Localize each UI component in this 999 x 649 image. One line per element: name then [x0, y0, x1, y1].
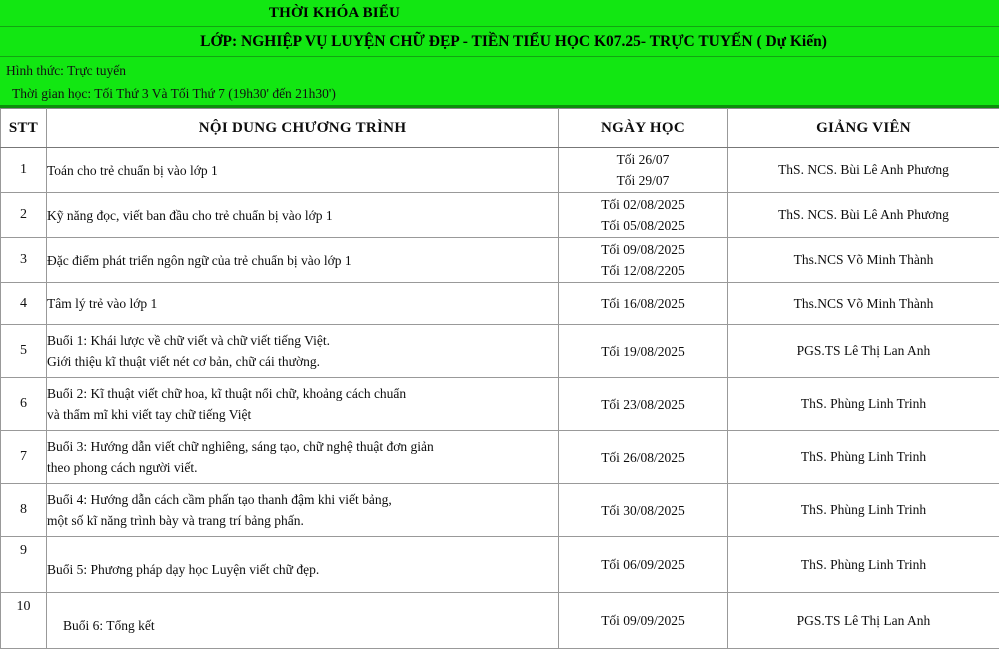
table-row: [1, 484, 999, 537]
content-line: Đặc điểm phát triển ngôn ngữ của trẻ chuẩn bị vào lớp 1: [47, 250, 558, 271]
date-line: Tối 09/09/2025: [559, 610, 727, 631]
table-row: [1, 537, 999, 593]
teacher-cell: ThS. NCS. Bùi Lê Anh Phương: [728, 193, 999, 238]
row-index-cell: 6: [1, 378, 47, 431]
program-content-cell: [47, 484, 559, 537]
date-line: Tối 29/07: [559, 170, 727, 191]
study-date-cell: [559, 238, 728, 283]
date-line: Tối 30/08/2025: [559, 500, 727, 521]
table-row: [1, 148, 999, 193]
study-date-cell: [559, 484, 728, 537]
page-title: THỜI KHÓA BIỂU: [0, 0, 999, 27]
program-content-cell: [47, 378, 559, 431]
row-index-cell: 3: [1, 238, 47, 283]
date-line: Tối 26/07: [559, 149, 727, 170]
table-body: [1, 148, 999, 649]
teacher-cell: ThS. Phùng Linh Trinh: [728, 537, 999, 593]
date-line: Tối 06/09/2025: [559, 554, 727, 575]
table-row: [1, 325, 999, 378]
program-content-cell: [47, 148, 559, 193]
date-line: Tối 26/08/2025: [559, 447, 727, 468]
green-banner: [0, 0, 999, 108]
program-content-cell: [47, 537, 559, 593]
content-line: Buổi 6: Tổng kết: [63, 615, 558, 636]
class-info-block: [0, 57, 999, 107]
program-content-cell: [47, 431, 559, 484]
date-line: Tối 19/08/2025: [559, 341, 727, 362]
date-line: Tối 02/08/2025: [559, 194, 727, 215]
row-index-cell: 10: [1, 593, 47, 649]
table-header-row: [1, 109, 999, 148]
teacher-cell: ThS. Phùng Linh Trinh: [728, 378, 999, 431]
teacher-cell: ThS. Phùng Linh Trinh: [728, 484, 999, 537]
program-content-cell: [47, 325, 559, 378]
study-date-cell: [559, 283, 728, 325]
table-header: [1, 109, 999, 148]
content-line: Toán cho trẻ chuẩn bị vào lớp 1: [47, 160, 558, 181]
content-line: Kỹ năng đọc, viết ban đầu cho trẻ chuẩn bị vào lớp 1: [47, 205, 558, 226]
row-index-cell: 7: [1, 431, 47, 484]
class-format-line: Hình thức: Trực tuyến: [6, 59, 999, 82]
content-line: và thẩm mĩ khi viết tay chữ tiếng Việt: [47, 404, 558, 425]
study-date-cell: [559, 325, 728, 378]
teacher-cell: Ths.NCS Võ Minh Thành: [728, 238, 999, 283]
teacher-cell: PGS.TS Lê Thị Lan Anh: [728, 593, 999, 649]
program-content-cell: [47, 593, 559, 649]
content-line: Buổi 4: Hướng dẫn cách cầm phấn tạo thanh đậm khi viết bảng,: [47, 489, 558, 510]
column-header-content: NỘI DUNG CHƯƠNG TRÌNH: [47, 109, 559, 148]
content-line: Buổi 2: Kĩ thuật viết chữ hoa, kĩ thuật nổi chữ, khoảng cách chuẩn: [47, 383, 558, 404]
table-row: [1, 431, 999, 484]
content-line: Buổi 1: Khái lược về chữ viết và chữ viết tiếng Việt.: [47, 330, 558, 351]
teacher-cell: PGS.TS Lê Thị Lan Anh: [728, 325, 999, 378]
content-line: theo phong cách người viết.: [47, 457, 558, 478]
content-line: Buổi 3: Hướng dẫn viết chữ nghiêng, sáng tạo, chữ nghệ thuật đơn giản: [47, 436, 558, 457]
teacher-cell: Ths.NCS Võ Minh Thành: [728, 283, 999, 325]
row-index-cell: 8: [1, 484, 47, 537]
class-time-line: Thời gian học: Tối Thứ 3 Và Tối Thứ 7 (19h30' đến 21h30'): [6, 82, 999, 105]
teacher-cell: ThS. Phùng Linh Trinh: [728, 431, 999, 484]
date-line: Tối 12/08/2205: [559, 260, 727, 281]
study-date-cell: [559, 378, 728, 431]
program-content-cell: [47, 283, 559, 325]
study-date-cell: [559, 193, 728, 238]
study-date-cell: [559, 148, 728, 193]
row-index-cell: 2: [1, 193, 47, 238]
row-index-cell: 9: [1, 537, 47, 593]
content-line: một số kĩ năng trình bày và trang trí bảng phấn.: [47, 510, 558, 531]
table-row: [1, 193, 999, 238]
column-header-date: NGÀY HỌC: [559, 109, 728, 148]
column-header-teacher: GIẢNG VIÊN: [728, 109, 999, 148]
table-row: [1, 238, 999, 283]
table-row: [1, 593, 999, 649]
content-line: Buổi 5: Phương pháp dạy học Luyện viết chữ đẹp.: [47, 559, 558, 580]
teacher-cell: ThS. NCS. Bùi Lê Anh Phương: [728, 148, 999, 193]
table-row: [1, 283, 999, 325]
date-line: Tối 23/08/2025: [559, 394, 727, 415]
table-row: [1, 378, 999, 431]
program-content-cell: [47, 238, 559, 283]
date-line: Tối 16/08/2025: [559, 293, 727, 314]
class-subtitle: LỚP: NGHIỆP VỤ LUYỆN CHỮ ĐẸP - TIỀN TIỂU HỌC K07.25- TRỰC TUYẾN ( Dự Kiến): [0, 27, 999, 57]
date-line: Tối 05/08/2025: [559, 215, 727, 236]
row-index-cell: 5: [1, 325, 47, 378]
date-line: Tối 09/08/2025: [559, 239, 727, 260]
column-header-stt: STT: [1, 109, 47, 148]
study-date-cell: [559, 431, 728, 484]
content-line: Giới thiệu kĩ thuật viết nét cơ bản, chữ cái thường.: [47, 351, 558, 372]
schedule-table: [0, 108, 999, 649]
row-index-cell: 4: [1, 283, 47, 325]
content-line: Tâm lý trẻ vào lớp 1: [47, 293, 558, 314]
row-index-cell: 1: [1, 148, 47, 193]
program-content-cell: [47, 193, 559, 238]
study-date-cell: [559, 593, 728, 649]
study-date-cell: [559, 537, 728, 593]
